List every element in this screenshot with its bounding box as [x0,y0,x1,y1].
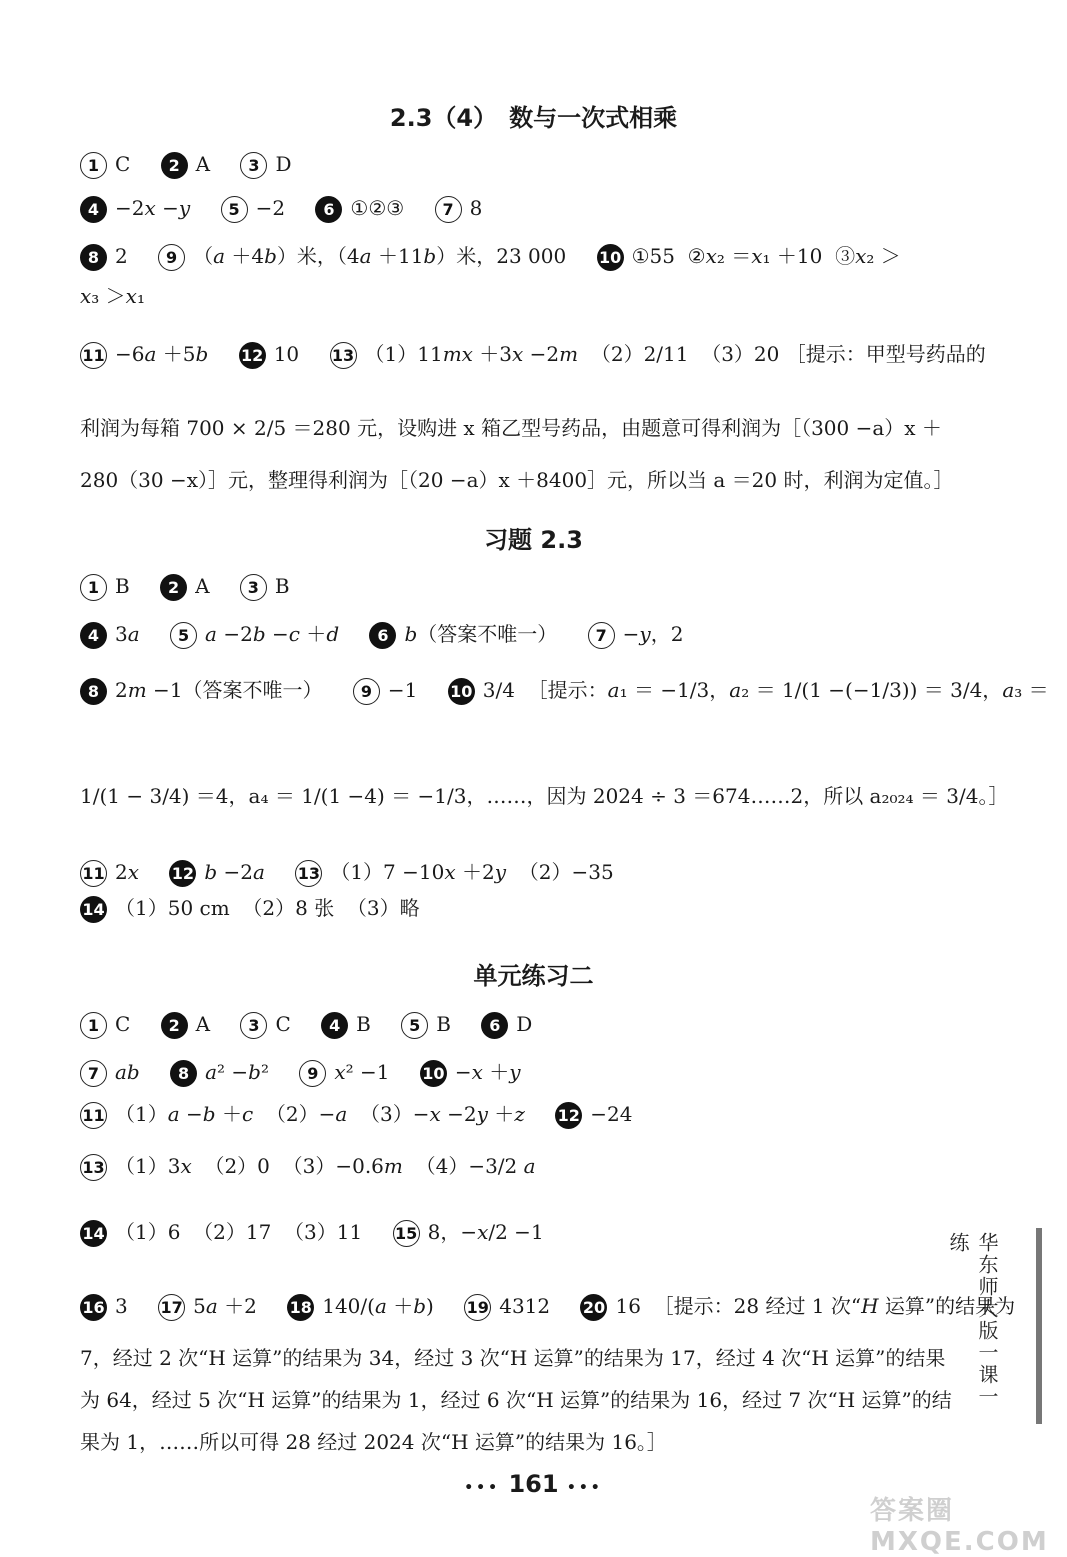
hint-text: 利润为每箱 700 × 2/5 ＝280 元，设购进 x 箱乙型号药品，由题意可得利润为［（300 −a）x ＋ [80,416,942,440]
watermark: 答案圈 MXQE.COM [870,1496,1049,1557]
hint-text: 1/(1 − 3/4) ＝4，a₄ ＝ 1/(1 −4) ＝ −1/3，……，因为 2024 ÷ 3 ＝674……2，所以 a₂₀₂₄ ＝ 3/4。］ [80,784,1009,808]
answer-line: x₃ ＞x₁ [80,284,145,308]
answer-line: 16 3 17 5a ＋2 18 140/(a ＋b) 19 4312 20 16 ［提示：28 经过 1 次“H 运算”的结果为 [80,1290,1015,1321]
answer-line: 8 2m −1（答案不唯一） 9 −1 10 3/4 ［提示：a₁ ＝ −1/3，a₂ ＝ 1/(1 −(−1/3)) ＝ 3/4，a₃ ＝ [80,674,1049,705]
answer-line: 1 C 2 A 3 C 4 B 5 B 6 D [80,1012,556,1039]
section-title-2: 习题 2.3 [484,526,583,554]
page-number: 161 [508,1470,559,1498]
question-number-badge: 1 [80,152,107,179]
hint-text: 7，经过 2 次“H 运算”的结果为 34，经过 3 次“H 运算”的结果为 17，经过 4 次“H 运算”的结果 [80,1346,946,1370]
answer-line: 14 （1）6 （2）17 （3）11 15 8，−x/2 −1 [80,1216,568,1247]
answer-line: 1 C 2 A 3 D [80,152,316,179]
series-side-label: 华东师大版一课一练 [946,1232,999,1408]
answer-line: 11 2x 12 b −2a 13 （1）7 −10x ＋2y （2）−35 [80,856,638,887]
answer-line: 1 B 2 A 3 B [80,574,314,601]
hint-text: 果为 1，……所以可得 28 经过 2024 次“H 运算”的结果为 16。］ [80,1430,667,1454]
answer-line: 11 （1）a −b ＋c （2）−a （3）−x −2y ＋z 12 −24 [80,1098,656,1129]
answer-line: 7 ab 8 a² −b² 9 x² −1 10 −x ＋y [80,1056,545,1087]
answer-line: 4 −2x −y 5 −2 6 ①②③ 7 8 [80,196,506,223]
hint-text: 280（30 −x）］元，整理得利润为［（20 −a）x ＋8400］元，所以当 a ＝20 时，利润为定值。］ [80,468,954,492]
dots-left: ••• [464,1480,501,1496]
section-title-1: 2.3（4） 数与一次式相乘 [389,104,678,132]
question-number-badge: 2 [161,152,188,179]
question-number-badge: 3 [240,152,267,179]
dots-right: ••• [566,1480,603,1496]
answer-line: 8 2 9 （a ＋4b）米，（4a ＋11b）米，23 000 10 ①55 ②x₂ ＝x₁ ＋10 ③x₂ ＞ [80,240,901,271]
answer-line: 11 −6a ＋5b 12 10 13 （1）11mx ＋3x −2m （2）2/11 （3）20 ［提示：甲型号药品的 [80,338,986,369]
answer-line: 4 3a 5 a −2b −c ＋d 6 b（答案不唯一） 7 −y，2 [80,618,707,649]
section-title-3: 单元练习二 [473,962,594,990]
answer-line: 14 （1）50 cm （2）8 张 （3）略 [80,892,420,923]
side-rule [1036,1228,1042,1424]
hint-text: 为 64，经过 5 次“H 运算”的结果为 1，经过 6 次“H 运算”的结果为 16，经过 7 次“H 运算”的结 [80,1388,952,1412]
answer-line: 13 （1）3x （2）0 （3）−0.6m （4）−3/2 a [80,1150,536,1181]
